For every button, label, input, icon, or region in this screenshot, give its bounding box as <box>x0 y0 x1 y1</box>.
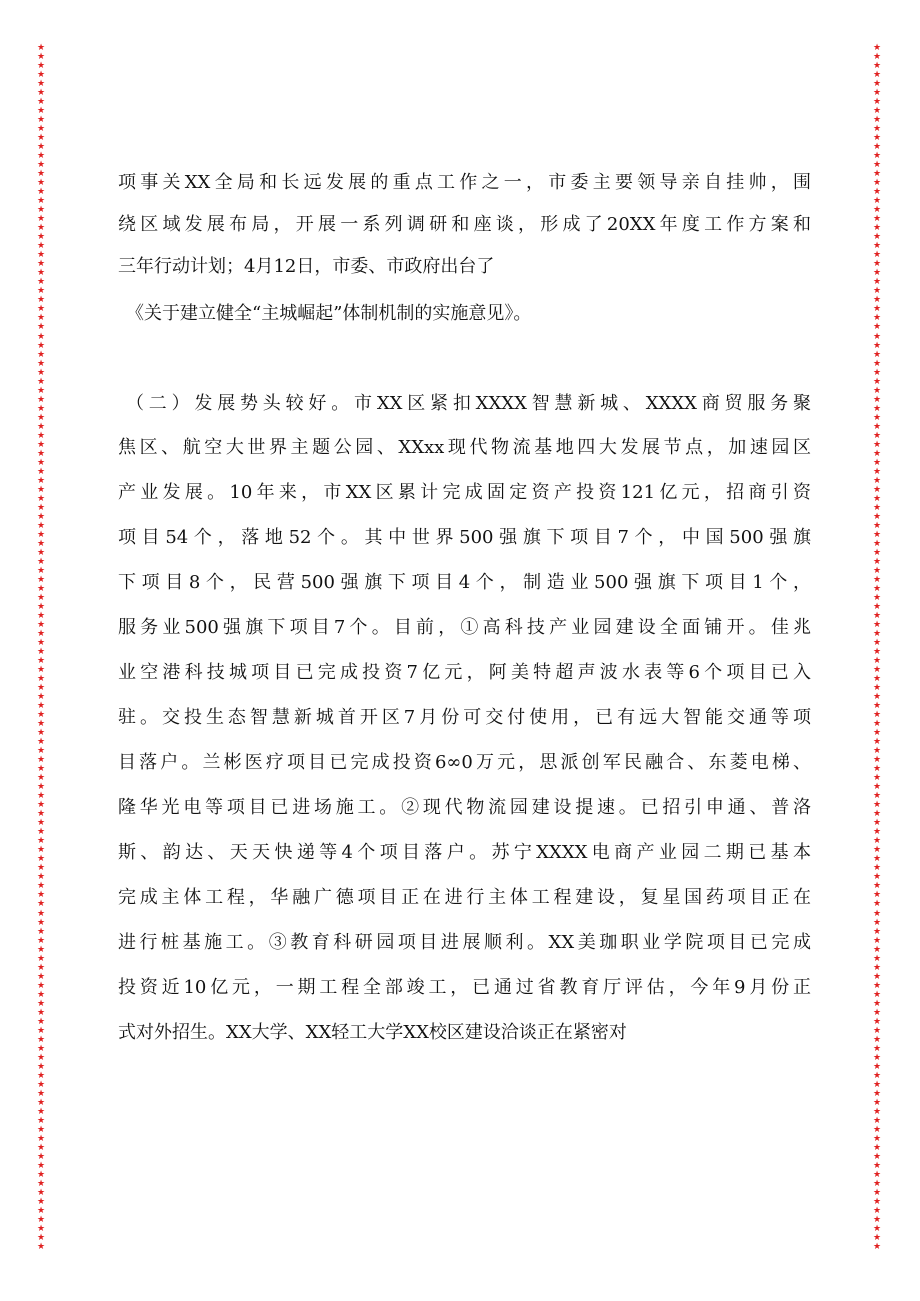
star-icon: ★ <box>36 529 46 540</box>
star-icon: ★ <box>872 854 882 865</box>
star-icon: ★ <box>872 88 882 99</box>
para2-line-11: 斯、韵达、天天快递等4个项目落户。苏宁XXXX电商产业园二期已基本 <box>118 842 811 863</box>
star-icon: ★ <box>36 466 46 477</box>
star-icon: ★ <box>872 196 882 207</box>
star-icon: ★ <box>36 196 46 207</box>
star-icon: ★ <box>872 962 882 973</box>
star-icon: ★ <box>872 917 882 928</box>
para2-line-4: 项目54个，落地52个。其中世界500强旗下项目7个，中国500强旗 <box>118 527 811 548</box>
star-icon: ★ <box>36 349 46 360</box>
star-icon: ★ <box>872 241 882 252</box>
star-icon: ★ <box>872 394 882 405</box>
star-icon: ★ <box>36 178 46 189</box>
star-icon: ★ <box>36 61 46 72</box>
star-icon: ★ <box>36 1034 46 1045</box>
star-icon: ★ <box>36 1187 46 1198</box>
star-icon: ★ <box>36 971 46 982</box>
star-icon: ★ <box>872 647 882 658</box>
star-icon: ★ <box>872 1187 882 1198</box>
star-icon: ★ <box>36 295 46 306</box>
star-icon: ★ <box>36 1124 46 1135</box>
star-icon: ★ <box>872 1079 882 1090</box>
star-icon: ★ <box>36 989 46 1000</box>
para2-line-9: 目落户。兰彬医疗项目已完成投资6∞0万元，思派创军民融合、东菱电梯、 <box>118 752 811 773</box>
star-icon: ★ <box>872 737 882 748</box>
para2-line-2: 焦区、航空大世界主题公园、XXxx现代物流基地四大发展节点，加速园区 <box>118 437 811 458</box>
star-icon: ★ <box>36 800 46 811</box>
star-icon: ★ <box>872 565 882 576</box>
star-icon: ★ <box>872 908 882 919</box>
star-icon: ★ <box>36 106 46 117</box>
para2-line-12: 完成主体工程，华融广德项目正在进行主体工程建设，复星国药项目正在 <box>118 887 811 908</box>
star-icon: ★ <box>36 890 46 901</box>
star-icon: ★ <box>872 556 882 567</box>
star-icon: ★ <box>36 701 46 712</box>
star-icon: ★ <box>36 331 46 342</box>
star-icon: ★ <box>36 1052 46 1063</box>
star-icon: ★ <box>36 899 46 910</box>
star-icon: ★ <box>36 88 46 99</box>
star-icon: ★ <box>36 872 46 883</box>
star-icon: ★ <box>872 52 882 63</box>
star-icon: ★ <box>36 809 46 820</box>
star-icon: ★ <box>872 61 882 72</box>
star-icon: ★ <box>36 980 46 991</box>
star-icon: ★ <box>36 728 46 739</box>
star-icon: ★ <box>872 1043 882 1054</box>
star-icon: ★ <box>36 187 46 198</box>
star-icon: ★ <box>872 286 882 297</box>
star-icon: ★ <box>872 367 882 378</box>
star-icon: ★ <box>872 683 882 694</box>
star-icon: ★ <box>872 502 882 513</box>
para2-line-14: 投资近10亿元，一期工程全部竣工，已通过省教育厅评估，今年9月份正 <box>118 977 811 998</box>
para2-line-1: （二）发展势头较好。市XX区紧扣XXXX智慧新城、XXXX商贸服务聚 <box>126 393 811 414</box>
star-icon: ★ <box>872 115 882 126</box>
star-icon: ★ <box>36 70 46 81</box>
star-icon: ★ <box>872 1178 882 1189</box>
star-icon: ★ <box>36 205 46 216</box>
star-icon: ★ <box>872 764 882 775</box>
star-icon: ★ <box>36 1115 46 1126</box>
star-icon: ★ <box>36 908 46 919</box>
star-icon: ★ <box>36 448 46 459</box>
para1-line-1: 项事关XX全局和长远发展的重点工作之一，市委主要领导亲自挂帅，围 <box>118 172 811 193</box>
star-icon: ★ <box>36 782 46 793</box>
star-icon: ★ <box>36 79 46 90</box>
star-icon: ★ <box>872 674 882 685</box>
star-icon: ★ <box>36 430 46 441</box>
star-icon: ★ <box>36 1070 46 1081</box>
star-icon: ★ <box>872 124 882 135</box>
star-icon: ★ <box>36 863 46 874</box>
star-icon: ★ <box>36 953 46 964</box>
star-icon: ★ <box>36 656 46 667</box>
star-icon: ★ <box>36 845 46 856</box>
para1-line-2: 绕区域发展布局，开展一系列调研和座谈，形成了20XX年度工作方案和 <box>118 214 811 235</box>
star-icon: ★ <box>872 620 882 630</box>
star-icon: ★ <box>872 97 882 108</box>
star-icon: ★ <box>872 484 882 495</box>
star-icon: ★ <box>36 746 46 757</box>
star-icon: ★ <box>872 277 882 288</box>
star-icon: ★ <box>36 583 46 594</box>
star-icon: ★ <box>872 178 882 189</box>
star-icon: ★ <box>872 439 882 450</box>
star-icon: ★ <box>872 610 882 621</box>
star-icon: ★ <box>872 1233 882 1244</box>
star-icon: ★ <box>36 1007 46 1018</box>
star-icon: ★ <box>872 412 882 423</box>
star-icon: ★ <box>872 1142 882 1153</box>
star-icon: ★ <box>872 466 882 477</box>
star-icon: ★ <box>872 106 882 117</box>
star-icon: ★ <box>36 97 46 108</box>
star-icon: ★ <box>36 358 46 369</box>
star-icon: ★ <box>36 151 46 162</box>
star-icon: ★ <box>36 1224 46 1235</box>
star-icon: ★ <box>872 809 882 820</box>
star-icon: ★ <box>872 935 882 946</box>
star-icon: ★ <box>872 205 882 216</box>
star-icon: ★ <box>872 692 882 703</box>
star-icon: ★ <box>872 1206 882 1217</box>
star-icon: ★ <box>872 1007 882 1018</box>
star-icon: ★ <box>872 665 882 676</box>
star-icon: ★ <box>872 872 882 883</box>
star-icon: ★ <box>872 1052 882 1063</box>
star-icon: ★ <box>872 448 882 459</box>
star-icon: ★ <box>872 133 882 144</box>
star-icon: ★ <box>872 863 882 874</box>
star-icon: ★ <box>872 881 882 892</box>
star-icon: ★ <box>36 1242 46 1253</box>
star-icon: ★ <box>36 1025 46 1036</box>
star-icon: ★ <box>36 214 46 225</box>
para2-line-6: 服务业500强旗下项目7个。目前，①高科技产业园建设全面铺开。佳兆 <box>118 617 811 638</box>
para2-line-5: 下项目8个，民营500强旗下项目4个，制造业500强旗下项目1个， <box>118 572 811 593</box>
star-icon: ★ <box>872 70 882 81</box>
star-icon: ★ <box>36 665 46 676</box>
star-icon: ★ <box>872 79 882 90</box>
star-icon: ★ <box>872 890 882 901</box>
star-icon: ★ <box>36 1142 46 1153</box>
star-icon: ★ <box>36 647 46 658</box>
star-icon: ★ <box>36 421 46 432</box>
star-icon: ★ <box>36 223 46 234</box>
star-icon: ★ <box>36 1043 46 1054</box>
star-icon: ★ <box>36 917 46 928</box>
star-icon: ★ <box>872 1016 882 1027</box>
star-icon: ★ <box>36 836 46 847</box>
star-icon: ★ <box>36 313 46 324</box>
star-icon: ★ <box>872 701 882 712</box>
star-icon: ★ <box>36 484 46 495</box>
star-icon: ★ <box>36 250 46 261</box>
star-icon: ★ <box>36 556 46 567</box>
star-icon: ★ <box>872 43 882 53</box>
star-icon: ★ <box>872 1034 882 1045</box>
star-icon: ★ <box>872 1151 882 1162</box>
star-icon: ★ <box>36 674 46 685</box>
star-icon: ★ <box>872 1242 882 1253</box>
star-icon: ★ <box>36 944 46 955</box>
para2-line-15: 式对外招生。XX大学、XX轻工大学XX校区建设洽谈正在紧密对 <box>118 1022 627 1043</box>
star-icon: ★ <box>36 259 46 270</box>
para2-line-13: 进行桩基施工。③教育科研园项目进展顺利。XX美珈职业学院项目已完成 <box>118 932 811 953</box>
star-icon: ★ <box>36 1169 46 1180</box>
star-icon: ★ <box>872 214 882 225</box>
star-icon: ★ <box>36 277 46 288</box>
star-icon: ★ <box>36 764 46 775</box>
star-icon: ★ <box>872 376 882 387</box>
star-icon: ★ <box>872 583 882 594</box>
star-icon: ★ <box>36 1215 46 1226</box>
star-icon: ★ <box>36 385 46 396</box>
star-icon: ★ <box>36 115 46 126</box>
star-icon: ★ <box>872 142 882 153</box>
star-icon: ★ <box>36 43 46 53</box>
star-icon: ★ <box>36 1061 46 1072</box>
star-icon: ★ <box>872 1115 882 1126</box>
star-icon: ★ <box>872 1215 882 1226</box>
star-icon: ★ <box>36 818 46 829</box>
star-icon: ★ <box>872 1124 882 1135</box>
star-icon: ★ <box>872 800 882 811</box>
star-icon: ★ <box>872 511 882 522</box>
star-icon: ★ <box>36 340 46 351</box>
star-icon: ★ <box>872 989 882 1000</box>
star-icon: ★ <box>36 710 46 721</box>
star-icon: ★ <box>872 1224 882 1235</box>
star-icon: ★ <box>36 169 46 180</box>
star-icon: ★ <box>36 962 46 973</box>
star-icon: ★ <box>872 1025 882 1036</box>
star-icon: ★ <box>872 998 882 1009</box>
star-icon: ★ <box>36 376 46 387</box>
star-icon: ★ <box>36 692 46 703</box>
star-icon: ★ <box>872 322 882 333</box>
star-icon: ★ <box>36 601 46 612</box>
star-icon: ★ <box>872 638 882 649</box>
star-icon: ★ <box>36 412 46 423</box>
star-icon: ★ <box>872 1169 882 1180</box>
star-icon: ★ <box>36 268 46 279</box>
star-icon: ★ <box>36 926 46 937</box>
star-icon: ★ <box>36 241 46 252</box>
star-icon: ★ <box>872 493 882 504</box>
star-icon: ★ <box>872 574 882 585</box>
star-icon: ★ <box>36 1079 46 1090</box>
star-icon: ★ <box>36 827 46 838</box>
star-icon: ★ <box>36 322 46 333</box>
star-icon: ★ <box>872 601 882 612</box>
star-icon: ★ <box>36 286 46 297</box>
star-icon: ★ <box>872 151 882 162</box>
star-icon: ★ <box>872 656 882 667</box>
para2-line-7: 业空港科技城项目已完成投资7亿元，阿美特超声波水表等6个项目已入 <box>118 662 811 683</box>
star-icon: ★ <box>872 538 882 549</box>
star-icon: ★ <box>872 592 882 603</box>
star-icon: ★ <box>872 719 882 730</box>
star-icon: ★ <box>36 1016 46 1027</box>
star-icon: ★ <box>872 944 882 955</box>
star-icon: ★ <box>872 845 882 856</box>
star-icon: ★ <box>872 358 882 369</box>
para2-line-10: 隆华光电等项目已进场施工。②现代物流园建设提速。已招引申通、普洛 <box>118 797 811 818</box>
star-icon: ★ <box>36 592 46 603</box>
star-icon: ★ <box>872 755 882 766</box>
star-icon: ★ <box>872 728 882 739</box>
star-icon: ★ <box>872 980 882 991</box>
star-icon: ★ <box>872 818 882 829</box>
star-icon: ★ <box>36 1160 46 1171</box>
star-icon: ★ <box>36 52 46 63</box>
star-icon: ★ <box>36 547 46 558</box>
star-icon: ★ <box>36 565 46 576</box>
star-icon: ★ <box>36 1151 46 1162</box>
star-icon: ★ <box>36 124 46 135</box>
star-icon: ★ <box>872 827 882 838</box>
star-icon: ★ <box>36 538 46 549</box>
star-icon: ★ <box>36 457 46 468</box>
star-icon: ★ <box>872 421 882 432</box>
star-icon: ★ <box>872 1097 882 1108</box>
star-icon: ★ <box>872 1070 882 1081</box>
star-icon: ★ <box>872 385 882 396</box>
star-icon: ★ <box>36 638 46 649</box>
star-icon: ★ <box>36 142 46 153</box>
star-icon: ★ <box>36 367 46 378</box>
para2-line-3: 产业发展。10年来，市XX区累计完成固定资产投资121亿元，招商引资 <box>118 482 811 503</box>
star-icon: ★ <box>872 1197 882 1207</box>
star-icon: ★ <box>872 160 882 171</box>
star-icon: ★ <box>36 610 46 621</box>
star-icon: ★ <box>872 791 882 802</box>
para1-line-3: 三年行动计划；4月12日，市委、市政府出台了 <box>118 256 495 277</box>
star-icon: ★ <box>36 304 46 315</box>
star-icon: ★ <box>872 403 882 414</box>
para1-line-4: 《关于建立健全“主城崛起”体制机制的实施意见》。 <box>126 303 532 324</box>
star-icon: ★ <box>36 502 46 513</box>
star-icon: ★ <box>36 773 46 784</box>
star-icon: ★ <box>36 854 46 865</box>
star-icon: ★ <box>36 1088 46 1099</box>
star-icon: ★ <box>872 926 882 937</box>
star-icon: ★ <box>872 313 882 324</box>
star-icon: ★ <box>872 953 882 964</box>
star-icon: ★ <box>36 511 46 522</box>
star-icon: ★ <box>872 782 882 793</box>
star-icon: ★ <box>872 547 882 558</box>
star-icon: ★ <box>872 232 882 243</box>
star-icon: ★ <box>872 899 882 910</box>
star-icon: ★ <box>36 881 46 892</box>
star-icon: ★ <box>36 719 46 730</box>
star-icon: ★ <box>36 574 46 585</box>
star-icon: ★ <box>872 710 882 721</box>
star-icon: ★ <box>872 1160 882 1171</box>
star-icon: ★ <box>36 1206 46 1217</box>
star-icon: ★ <box>872 295 882 306</box>
star-icon: ★ <box>872 971 882 982</box>
star-icon: ★ <box>36 1133 46 1144</box>
star-icon: ★ <box>872 529 882 540</box>
star-icon: ★ <box>36 998 46 1009</box>
star-icon: ★ <box>872 475 882 486</box>
star-icon: ★ <box>872 520 882 531</box>
star-icon: ★ <box>872 250 882 261</box>
star-icon: ★ <box>36 1097 46 1108</box>
para2-line-8: 驻。交投生态智慧新城首开区7月份可交付使用，已有远大智能交通等项 <box>118 707 811 728</box>
star-icon: ★ <box>872 457 882 468</box>
star-icon: ★ <box>872 268 882 279</box>
star-icon: ★ <box>36 737 46 748</box>
star-icon: ★ <box>872 187 882 198</box>
star-icon: ★ <box>872 169 882 180</box>
star-icon: ★ <box>872 773 882 784</box>
star-icon: ★ <box>872 304 882 315</box>
star-icon: ★ <box>36 935 46 946</box>
star-icon: ★ <box>36 439 46 450</box>
star-icon: ★ <box>36 1178 46 1189</box>
star-icon: ★ <box>36 755 46 766</box>
star-icon: ★ <box>872 1088 882 1099</box>
star-icon: ★ <box>872 1106 882 1117</box>
star-icon: ★ <box>872 836 882 847</box>
star-icon: ★ <box>872 629 882 640</box>
star-icon: ★ <box>36 160 46 171</box>
star-icon: ★ <box>872 430 882 441</box>
star-icon: ★ <box>872 746 882 757</box>
star-icon: ★ <box>36 403 46 414</box>
star-icon: ★ <box>36 1106 46 1117</box>
star-icon: ★ <box>36 620 46 630</box>
star-icon: ★ <box>36 683 46 694</box>
star-icon: ★ <box>872 340 882 351</box>
star-icon: ★ <box>36 520 46 531</box>
star-icon: ★ <box>36 1233 46 1244</box>
star-icon: ★ <box>36 1197 46 1207</box>
star-icon: ★ <box>872 1133 882 1144</box>
star-icon: ★ <box>872 1061 882 1072</box>
star-icon: ★ <box>872 349 882 360</box>
star-icon: ★ <box>36 629 46 640</box>
star-icon: ★ <box>872 223 882 234</box>
star-icon: ★ <box>36 394 46 405</box>
star-icon: ★ <box>36 475 46 486</box>
star-icon: ★ <box>36 791 46 802</box>
star-icon: ★ <box>36 493 46 504</box>
star-icon: ★ <box>872 259 882 270</box>
star-icon: ★ <box>36 133 46 144</box>
star-icon: ★ <box>872 331 882 342</box>
star-icon: ★ <box>36 232 46 243</box>
